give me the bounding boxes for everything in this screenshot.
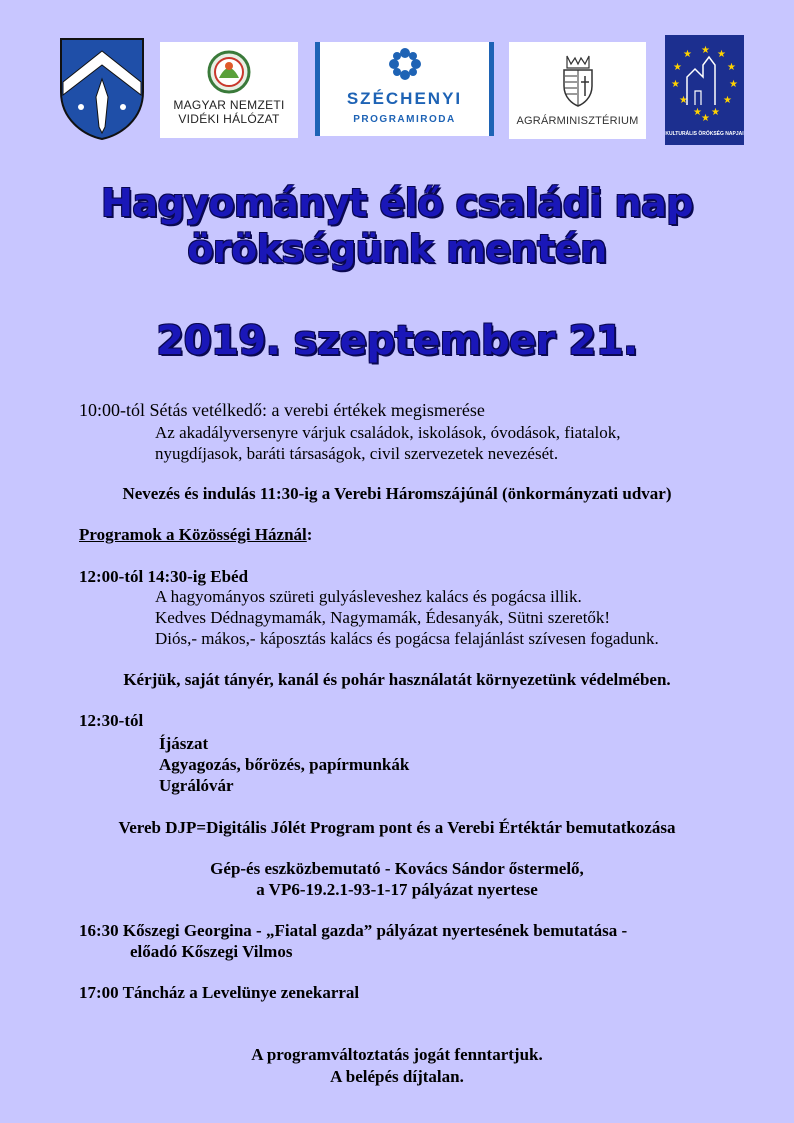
- agrarminiszterium-logo-text: AGRÁRMINISZTÉRIUM: [516, 115, 639, 127]
- registration-info: Nevezés és indulás 11:30-ig a Verebi Háromszájúnál (önkormányzati udvar): [122, 484, 672, 503]
- mnvh-logo-text: MAGYAR NEMZETI VIDÉKI HÁLÓZAT: [173, 98, 285, 126]
- eu-stars-icon: [665, 35, 744, 129]
- afternoon-item-3: Ugrálóvár: [159, 776, 234, 795]
- lunch-heading: 12:00-tól 14:30-ig Ebéd: [79, 567, 249, 586]
- afternoon-item-2: Agyagozás, bőrözés, papírmunkák: [159, 755, 410, 774]
- flower-icon: [387, 46, 423, 82]
- dance-house: 17:00 Táncház a Levelünye zenekarral: [79, 983, 360, 1002]
- svg-text:★: ★: [717, 49, 726, 60]
- machines-line-2: a VP6-19.2.1-93-1-17 pályázat nyertese: [256, 880, 538, 899]
- svg-text:★: ★: [679, 95, 688, 106]
- svg-text:★: ★: [693, 107, 702, 118]
- svg-text:★: ★: [723, 95, 732, 106]
- afternoon-time: 12:30-tól: [79, 711, 144, 730]
- szechenyi-logo: [315, 42, 494, 136]
- footer-line-1: A programváltoztatás jogát fenntartjuk.: [251, 1045, 543, 1064]
- lunch-line-2: Kedves Dédnagymamák, Nagymamák, Édesanyák, Sütni szeretők!: [155, 608, 611, 627]
- svg-text:★: ★: [711, 107, 720, 118]
- svg-text:★: ★: [673, 62, 682, 73]
- hungarian-coat-of-arms-icon: [561, 52, 595, 108]
- svg-text:★: ★: [683, 49, 692, 60]
- event-title: [0, 180, 794, 272]
- svg-text:★: ★: [671, 79, 680, 90]
- agrarminiszterium-logo: [509, 42, 646, 139]
- community-heading-text: Programok a Közösségi Háznál: [79, 525, 307, 544]
- mnvh-emblem-icon: [207, 50, 251, 94]
- community-heading: [79, 524, 312, 545]
- walk-desc-2: nyugdíjasok, baráti társaságok, civil szervezetek nevezését.: [155, 444, 559, 463]
- walk-desc-1: Az akadályversenyre várjuk családok, iskolások, óvodások, fiatalok,: [155, 423, 621, 442]
- machines-line-1: Gép-és eszközbemutató - Kovács Sándor őstermelő,: [210, 859, 584, 878]
- afternoon-item-1: Íjászat: [159, 734, 209, 753]
- coat-of-arms-logo: [59, 37, 145, 141]
- young-farmer-line-1: 16:30 Kőszegi Georgina - „Fiatal gazda” pályázat nyertesének bemutatása -: [79, 921, 628, 940]
- djp-info: Vereb DJP=Digitális Jólét Program pont és a Verebi Értéktár bemutatkozása: [118, 818, 676, 837]
- heritage-days-logo: [665, 35, 744, 145]
- community-heading-colon: :: [306, 525, 313, 544]
- heritage-days-logo-text: KULTURÁLIS ÖRÖKSÉG NAPJAI: [665, 131, 744, 137]
- svg-text:★: ★: [729, 79, 738, 90]
- logo-row: [0, 0, 794, 150]
- szechenyi-logo-title: SZÉCHENYI: [346, 89, 463, 108]
- svg-text:★: ★: [701, 45, 710, 56]
- tableware-request: Kérjük, saját tányér, kanál és pohár használatát környezetünk védelmében.: [123, 670, 671, 689]
- szechenyi-logo-subtitle: PROGRAMIRODA: [353, 114, 456, 125]
- event-date: 2019. szeptember 21.: [156, 318, 638, 364]
- young-farmer-line-2: előadó Kőszegi Vilmos: [130, 942, 293, 961]
- lunch-line-3: Diós,- mákos,- káposztás kalács és pogácsa felajánlást szívesen fogadunk.: [155, 629, 659, 648]
- svg-text:★: ★: [727, 62, 736, 73]
- walk-heading: 10:00-tól Sétás vetélkedő: a verebi értékek megismerése: [79, 400, 485, 420]
- svg-text:★: ★: [701, 113, 710, 124]
- lunch-line-1: A hagyományos szüreti gulyásleveshez kalács és pogácsa illik.: [155, 587, 582, 606]
- event-title-line-2: örökségünk mentén: [187, 227, 607, 271]
- event-title-line-1: Hagyományt élő családi nap: [101, 181, 693, 225]
- mnvh-logo: [160, 42, 298, 138]
- footer-line-2: A belépés díjtalan.: [330, 1067, 464, 1086]
